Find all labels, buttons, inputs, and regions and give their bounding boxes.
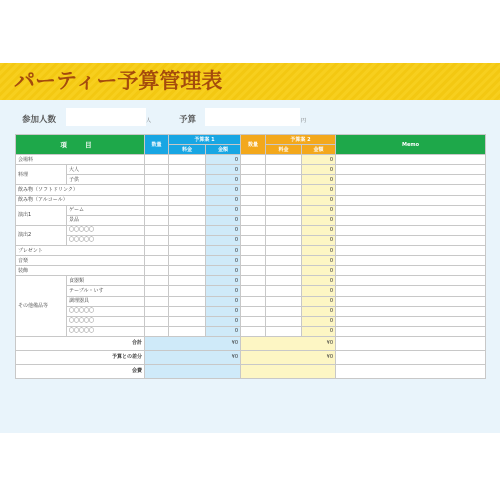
budget-input[interactable]	[205, 108, 300, 126]
row-label: 飲み物（アルコール）	[16, 195, 145, 205]
row-label: プレゼント	[16, 246, 145, 256]
cell[interactable]	[241, 246, 266, 256]
cell[interactable]	[266, 326, 302, 336]
budget-label: 予算	[179, 115, 197, 125]
cell[interactable]	[266, 155, 302, 165]
cell[interactable]	[266, 286, 302, 296]
row-label: 会場料	[16, 155, 145, 165]
budget-table	[15, 134, 486, 379]
budget-unit: 円	[301, 118, 307, 124]
table-row	[16, 195, 486, 205]
amount-cell: 0	[206, 306, 241, 316]
sub-label: 〇〇〇〇〇	[67, 306, 145, 316]
fee-label: 会費	[16, 364, 145, 378]
header-amount-1: 金額	[206, 145, 241, 155]
amount-cell: 0	[302, 185, 336, 195]
cell[interactable]	[145, 185, 169, 195]
cell[interactable]	[169, 175, 206, 185]
diff-row	[16, 350, 486, 364]
header-amount-2: 金額	[302, 145, 336, 155]
amount-cell: 0	[206, 246, 241, 256]
memo-cell[interactable]	[336, 326, 486, 336]
amount-cell: 0	[302, 215, 336, 225]
cell[interactable]	[169, 225, 206, 235]
cell[interactable]	[266, 276, 302, 286]
sub-label: テーブル・いす	[67, 286, 145, 296]
total-plan-1: ¥0	[145, 336, 241, 350]
memo-cell[interactable]	[336, 266, 486, 276]
table-row	[16, 155, 486, 165]
amount-cell: 0	[206, 225, 241, 235]
memo-cell[interactable]	[336, 364, 486, 378]
sub-label: 大人	[67, 165, 145, 175]
memo-cell[interactable]	[336, 316, 486, 326]
sub-label: 景品	[67, 215, 145, 225]
cell[interactable]	[241, 266, 266, 276]
amount-cell: 0	[302, 316, 336, 326]
amount-cell: 0	[206, 256, 241, 266]
header-plan-1: 予算案 1	[169, 135, 241, 145]
table-row	[16, 205, 486, 215]
amount-cell: 0	[206, 155, 241, 165]
cell[interactable]	[266, 296, 302, 306]
cell[interactable]	[266, 235, 302, 245]
cell[interactable]	[241, 286, 266, 296]
row-label: その他備品等	[16, 276, 67, 337]
amount-cell: 0	[302, 256, 336, 266]
sub-label: 〇〇〇〇〇	[67, 235, 145, 245]
table-row	[16, 235, 486, 245]
memo-cell[interactable]	[336, 215, 486, 225]
cell[interactable]	[169, 296, 206, 306]
cell[interactable]	[145, 306, 169, 316]
cell[interactable]	[266, 316, 302, 326]
amount-cell: 0	[206, 185, 241, 195]
amount-cell: 0	[206, 316, 241, 326]
cell[interactable]	[145, 155, 169, 165]
cell[interactable]	[169, 256, 206, 266]
total-row	[16, 336, 486, 350]
cell[interactable]	[169, 246, 206, 256]
row-label: 料理	[16, 165, 67, 185]
cell[interactable]	[169, 286, 206, 296]
cell[interactable]	[145, 246, 169, 256]
cell[interactable]	[169, 316, 206, 326]
memo-cell[interactable]	[336, 205, 486, 215]
row-label: 音楽	[16, 256, 145, 266]
table-row	[16, 185, 486, 195]
memo-cell[interactable]	[336, 350, 486, 364]
cell[interactable]	[241, 235, 266, 245]
cell[interactable]	[241, 316, 266, 326]
cell[interactable]	[266, 225, 302, 235]
diff-plan-1: ¥0	[145, 350, 241, 364]
table-row	[16, 266, 486, 276]
cell[interactable]	[145, 205, 169, 215]
amount-cell: 0	[302, 175, 336, 185]
cell[interactable]	[145, 266, 169, 276]
cell[interactable]	[266, 215, 302, 225]
cell[interactable]	[266, 205, 302, 215]
cell[interactable]	[145, 195, 169, 205]
table-row	[16, 316, 486, 326]
cell[interactable]	[241, 205, 266, 215]
cell[interactable]	[145, 296, 169, 306]
cell[interactable]	[169, 276, 206, 286]
amount-cell: 0	[206, 296, 241, 306]
header-item: 項 目	[16, 135, 145, 155]
header-qty-1: 数量	[145, 135, 169, 155]
table-row	[16, 175, 486, 185]
diff-plan-2: ¥0	[241, 350, 336, 364]
cell[interactable]	[145, 225, 169, 235]
sub-label: 〇〇〇〇〇	[67, 225, 145, 235]
cell[interactable]	[266, 195, 302, 205]
amount-cell: 0	[206, 326, 241, 336]
cell[interactable]	[241, 225, 266, 235]
amount-cell: 0	[302, 195, 336, 205]
cell[interactable]	[241, 155, 266, 165]
cell[interactable]	[145, 286, 169, 296]
table-row	[16, 306, 486, 316]
amount-cell: 0	[302, 246, 336, 256]
total-label: 合計	[16, 336, 145, 350]
participants-input[interactable]	[66, 108, 146, 126]
amount-cell: 0	[302, 326, 336, 336]
cell[interactable]	[241, 276, 266, 286]
header-qty-2: 数量	[241, 135, 266, 155]
memo-cell[interactable]	[336, 246, 486, 256]
amount-cell: 0	[206, 235, 241, 245]
amount-cell: 0	[206, 165, 241, 175]
amount-cell: 0	[302, 205, 336, 215]
amount-cell: 0	[302, 155, 336, 165]
memo-cell[interactable]	[336, 155, 486, 165]
amount-cell: 0	[302, 266, 336, 276]
cell[interactable]	[145, 165, 169, 175]
table-row	[16, 225, 486, 235]
cell[interactable]	[145, 276, 169, 286]
cell[interactable]	[169, 266, 206, 276]
amount-cell: 0	[206, 175, 241, 185]
row-label: 演出1	[16, 205, 67, 225]
amount-cell: 0	[302, 296, 336, 306]
cell[interactable]	[169, 235, 206, 245]
memo-cell[interactable]	[336, 336, 486, 350]
cell[interactable]	[145, 256, 169, 266]
cell[interactable]	[266, 165, 302, 175]
memo-cell[interactable]	[336, 256, 486, 266]
memo-cell[interactable]	[336, 195, 486, 205]
sub-label: 〇〇〇〇〇	[67, 326, 145, 336]
table-row	[16, 215, 486, 225]
cell[interactable]	[169, 185, 206, 195]
cell[interactable]	[169, 326, 206, 336]
cell[interactable]	[266, 266, 302, 276]
diff-label: 予算との差分	[16, 350, 145, 364]
cell[interactable]	[145, 215, 169, 225]
cell[interactable]	[241, 256, 266, 266]
amount-cell: 0	[302, 286, 336, 296]
total-plan-2: ¥0	[241, 336, 336, 350]
header-price-2: 料金	[266, 145, 302, 155]
memo-cell[interactable]	[336, 185, 486, 195]
cell[interactable]	[241, 165, 266, 175]
cell[interactable]	[241, 306, 266, 316]
cell[interactable]	[145, 326, 169, 336]
amount-cell: 0	[206, 195, 241, 205]
cell[interactable]	[145, 316, 169, 326]
row-label: 飲み物（ソフトドリンク）	[16, 185, 145, 195]
fee-plan-1[interactable]	[145, 364, 241, 378]
cell[interactable]	[241, 326, 266, 336]
participants-label: 参加人数	[22, 115, 57, 125]
fee-plan-2[interactable]	[241, 364, 336, 378]
sub-label: 子供	[67, 175, 145, 185]
cell[interactable]	[169, 205, 206, 215]
cell[interactable]	[169, 306, 206, 316]
table-row	[16, 296, 486, 306]
cell[interactable]	[169, 215, 206, 225]
amount-cell: 0	[302, 306, 336, 316]
memo-cell[interactable]	[336, 165, 486, 175]
page-title: パーティー予算管理表	[14, 69, 223, 93]
participants-unit: 人	[146, 118, 152, 124]
memo-cell[interactable]	[336, 306, 486, 316]
memo-cell[interactable]	[336, 175, 486, 185]
cell[interactable]	[266, 246, 302, 256]
cell[interactable]	[169, 195, 206, 205]
cell[interactable]	[241, 195, 266, 205]
sub-label: 調理器具	[67, 296, 145, 306]
memo-cell[interactable]	[336, 235, 486, 245]
sub-label: 〇〇〇〇〇	[67, 316, 145, 326]
amount-cell: 0	[206, 266, 241, 276]
cell[interactable]	[241, 215, 266, 225]
cell[interactable]	[266, 256, 302, 266]
cell[interactable]	[169, 165, 206, 175]
table-row	[16, 246, 486, 256]
table-row	[16, 326, 486, 336]
amount-cell: 0	[206, 205, 241, 215]
memo-cell[interactable]	[336, 296, 486, 306]
cell[interactable]	[266, 306, 302, 316]
cell[interactable]	[145, 175, 169, 185]
cell[interactable]	[241, 296, 266, 306]
header-memo: Memo	[336, 135, 486, 155]
memo-cell[interactable]	[336, 286, 486, 296]
amount-cell: 0	[302, 235, 336, 245]
header-plan-2: 予算案 2	[266, 135, 336, 145]
cell[interactable]	[266, 175, 302, 185]
amount-cell: 0	[302, 276, 336, 286]
header-price-1: 料金	[169, 145, 206, 155]
cell[interactable]	[266, 185, 302, 195]
table-row	[16, 256, 486, 266]
amount-cell: 0	[302, 225, 336, 235]
amount-cell: 0	[206, 215, 241, 225]
row-label: 演出2	[16, 225, 67, 245]
amount-cell: 0	[302, 165, 336, 175]
table-row	[16, 165, 486, 175]
table-row	[16, 276, 486, 286]
cell[interactable]	[241, 175, 266, 185]
memo-cell[interactable]	[336, 276, 486, 286]
amount-cell: 0	[206, 276, 241, 286]
amount-cell: 0	[206, 286, 241, 296]
cell[interactable]	[169, 155, 206, 165]
table-row	[16, 286, 486, 296]
sub-label: 食器類	[67, 276, 145, 286]
cell[interactable]	[241, 185, 266, 195]
sub-label: ゲーム	[67, 205, 145, 215]
fee-row	[16, 364, 486, 378]
row-label: 装飾	[16, 266, 145, 276]
memo-cell[interactable]	[336, 225, 486, 235]
cell[interactable]	[145, 235, 169, 245]
